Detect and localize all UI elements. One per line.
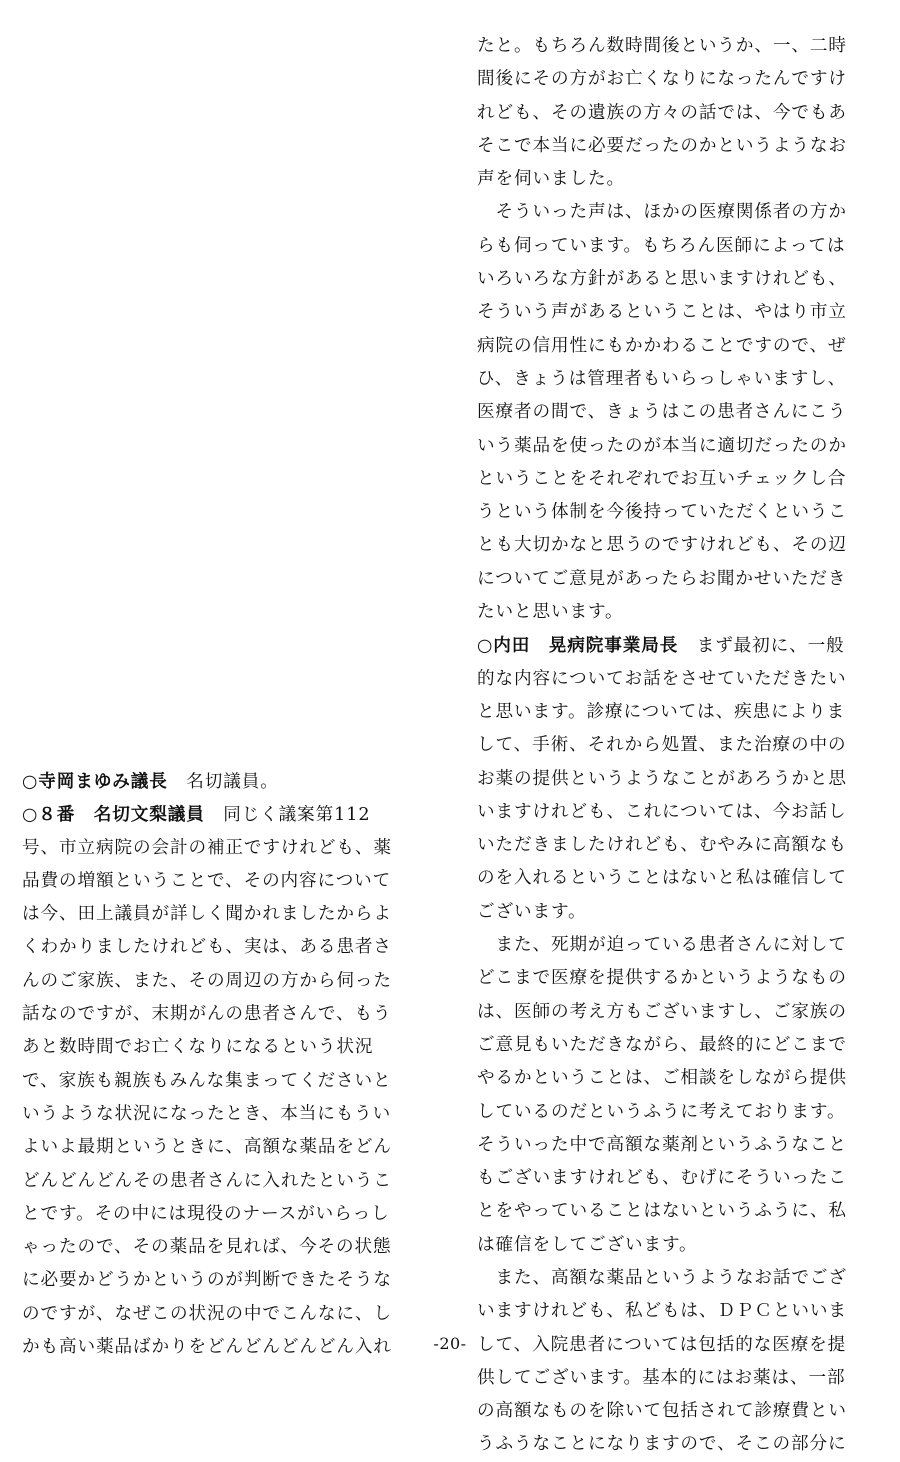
line-text: とです。その中には現役のナースがいらっし <box>22 1203 390 1224</box>
text-line <box>477 163 887 196</box>
text-line <box>477 1062 887 1095</box>
line-text: うふうなことになりますので、そこの部分に <box>477 1434 847 1455</box>
text-line <box>477 796 887 829</box>
text-line <box>22 798 432 831</box>
line-text: して、手術、それから処置、また治療の中の <box>477 735 847 756</box>
text-line <box>477 729 887 762</box>
line-text: たと。もちろん数時間後というか、一、二時 <box>477 36 847 56</box>
text-line <box>22 1098 432 1131</box>
text-line <box>477 1096 887 1129</box>
line-text: たいと思います。 <box>477 602 624 623</box>
line-text: そういう声があるということは、やはり市立 <box>477 302 847 323</box>
line-text: 品費の増額ということで、その内容について <box>22 870 392 891</box>
text-line <box>477 763 887 796</box>
left-column <box>22 765 432 1364</box>
text-line <box>477 63 887 96</box>
text-line <box>477 1362 887 1395</box>
text-line <box>477 363 887 396</box>
text-line <box>477 862 887 895</box>
text-line <box>477 929 887 962</box>
line-text: また、高額な薬品というようなお話でござ <box>477 1267 847 1288</box>
line-text: うという体制を今後持っていただくというこ <box>477 502 847 523</box>
line-text: 間後にその方がお亡くなりになったんですけ <box>477 69 847 90</box>
text-line <box>477 30 887 63</box>
text-line <box>477 829 887 862</box>
text-line <box>477 430 887 463</box>
line-text: 話なのですが、末期がんの患者さんで、もう <box>22 1004 392 1025</box>
line-text: いますけれども、私どもは、ＤＰＣといいま <box>477 1301 847 1322</box>
line-text: どんどんどんその患者さんに入れたというこ <box>22 1170 392 1191</box>
text-line <box>477 629 887 662</box>
line-text: は今、田上議員が詳しく聞かれましたからよ <box>22 904 392 925</box>
line-text: れども、その遺族の方々の話では、今でもあ <box>477 102 847 123</box>
line-text: しているのだというふうに考えております。 <box>477 1101 846 1122</box>
line-text: どこまで医療を提供するかというようなもの <box>477 968 847 989</box>
text-line <box>22 1298 432 1331</box>
text-line <box>22 998 432 1031</box>
line-text: で、家族も親族もみんな集まってくださいと <box>22 1070 392 1091</box>
text-line <box>477 496 887 529</box>
text-line <box>477 463 887 496</box>
text-line <box>22 1264 432 1297</box>
text-line <box>477 263 887 296</box>
text-line <box>477 1195 887 1228</box>
line-text: とも大切かなと思うのですけれども、その辺 <box>477 535 847 556</box>
line-text: と思います。診療については、疾患によりま <box>477 701 846 722</box>
line-text: いただきましたけれども、むやみに高額なも <box>477 835 847 856</box>
text-line <box>477 1428 887 1461</box>
text-line <box>477 1262 887 1295</box>
text-line <box>22 1231 432 1264</box>
text-line <box>477 1229 887 1262</box>
text-line <box>477 396 887 429</box>
line-text: そういった中で高額な薬剤というふうなこと <box>477 1134 847 1155</box>
line-text: 同じく議案第112 <box>204 805 371 826</box>
right-column <box>477 30 887 1462</box>
line-text: やるかということは、ご相談をしながら提供 <box>477 1068 847 1089</box>
text-line <box>22 1065 432 1098</box>
line-text: かも高い薬品ばかりをどんどんどんどん入れ <box>22 1337 392 1358</box>
line-text: いますけれども、これについては、今お話し <box>477 801 847 822</box>
speaker-name: ○内田 晃病院事業局長 <box>477 635 679 657</box>
text-line <box>477 962 887 995</box>
text-line <box>477 97 887 130</box>
speaker-name: ○８番 名切文梨議員 <box>22 804 205 826</box>
text-line <box>22 765 432 798</box>
text-line <box>477 1129 887 1162</box>
text-line <box>477 996 887 1029</box>
line-text: とをやっていることはないというふうに、私 <box>477 1201 847 1222</box>
line-text: のですが、なぜこの状況の中でこんなに、し <box>22 1303 392 1324</box>
text-line <box>22 1031 432 1064</box>
line-text: 号、市立病院の会計の補正ですけれども、薬 <box>22 837 392 858</box>
text-line <box>477 696 887 729</box>
line-text: 病院の信用性にもかかわることですので、ぜ <box>477 335 847 356</box>
line-text: 的な内容についてお話をさせていただきたい <box>477 668 847 689</box>
line-text: いう薬品を使ったのが本当に適切だったのか <box>477 435 847 456</box>
line-text: 供してございます。基本的にはお薬は、一部 <box>477 1367 846 1388</box>
text-line <box>22 1198 432 1231</box>
text-line <box>477 196 887 229</box>
line-text: そこで本当に必要だったのかというようなお <box>477 135 847 156</box>
text-line <box>477 330 887 363</box>
line-text: くわかりましたけれども、実は、ある患者さ <box>22 937 392 958</box>
text-line <box>477 130 887 163</box>
text-line <box>477 1029 887 1062</box>
text-line <box>477 663 887 696</box>
line-text: 名切議員。 <box>167 772 279 792</box>
text-line <box>22 898 432 931</box>
text-line <box>477 1162 887 1195</box>
line-text: また、死期が迫っている患者さんに対して <box>477 935 847 956</box>
line-text: まず最初に、一般 <box>678 636 845 657</box>
line-text: いろいろな方針があると思いますけれども、 <box>477 269 847 290</box>
text-line <box>22 865 432 898</box>
line-text: いうような状況になったとき、本当にもうい <box>22 1103 392 1124</box>
text-line <box>477 563 887 596</box>
line-text: そういった声は、ほかの医療関係者の方か <box>477 202 847 223</box>
text-line <box>477 896 887 929</box>
line-text: あと数時間でお亡くなりになるという状況 <box>22 1037 374 1058</box>
line-text: ということをそれぞれでお互いチェックし合 <box>477 468 847 489</box>
text-line <box>22 965 432 998</box>
line-text: ご意見もいただきながら、最終的にどこまで <box>477 1034 847 1055</box>
text-line <box>477 1395 887 1428</box>
text-line <box>477 529 887 562</box>
text-line <box>477 230 887 263</box>
text-line <box>22 1131 432 1164</box>
text-line <box>477 296 887 329</box>
line-text: に必要かどうかというのが判断できたそうな <box>22 1270 392 1291</box>
text-line <box>22 931 432 964</box>
line-text: ゃったので、その薬品を見れば、今その状態 <box>22 1237 392 1258</box>
line-text: 声を伺いました。 <box>477 169 625 190</box>
page-number: -20- <box>433 1334 467 1353</box>
speaker-name: ○寺岡まゆみ議長 <box>22 771 168 792</box>
text-line <box>22 832 432 865</box>
line-text: んのご家族、また、その周辺の方から伺った <box>22 970 392 991</box>
text-line <box>477 1295 887 1328</box>
line-text: 医療者の間で、きょうはこの患者さんにこう <box>477 402 847 423</box>
line-text: についてご意見があったらお聞かせいただき <box>477 568 847 589</box>
text-line <box>22 1165 432 1198</box>
line-text: の高額なものを除いて包括されて診療費とい <box>477 1401 847 1422</box>
text-line <box>477 596 887 629</box>
line-text: ひ、きょうは管理者もいらっしゃいますし、 <box>477 368 847 389</box>
line-text: は確信をしてございます。 <box>477 1234 698 1255</box>
line-text: は、医師の考え方もございますし、ご家族の <box>477 1001 847 1022</box>
line-text: お薬の提供というようなことがあろうかと思 <box>477 768 847 789</box>
line-text: のを入れるということはないと私は確信して <box>477 868 847 889</box>
line-text: らも伺っています。もちろん医師によっては <box>477 235 846 256</box>
line-text: して、入院患者については包括的な医療を提 <box>477 1334 847 1355</box>
line-text: よいよ最期というときに、高額な薬品をどん <box>22 1137 392 1158</box>
line-text: ございます。 <box>477 901 587 922</box>
line-text: もございますけれども、むげにそういったこ <box>477 1168 847 1189</box>
